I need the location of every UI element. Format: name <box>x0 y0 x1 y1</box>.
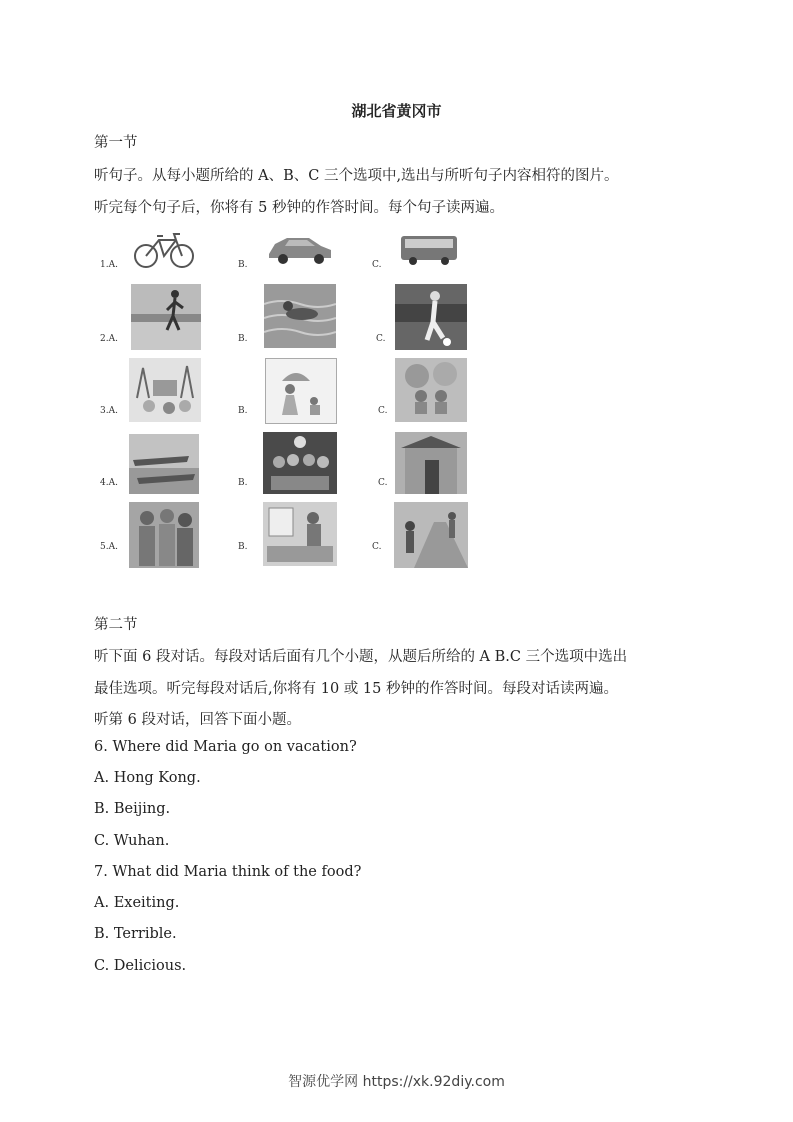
page-title: 湖北省黄冈市 <box>351 102 442 120</box>
picture-row-1 <box>97 224 497 272</box>
question-6: 6. Where did Maria go on vacation? <box>94 739 357 755</box>
soccer-picture <box>395 284 467 350</box>
option-label: 4.A. <box>100 478 118 488</box>
section2-instruction-3: 听第 6 段对话，回答下面小题。 <box>94 712 301 728</box>
option-label: 1.A. <box>100 260 118 270</box>
picture-row-2 <box>97 282 497 350</box>
picture-grid <box>97 224 497 574</box>
section1-instruction-1: 听句子。从每小题所给的 A、B、C 三个选项中,选出与所听句子内容相符的图片。 <box>94 168 619 184</box>
question-7-option-c: C. Delicious. <box>94 958 187 974</box>
section1-instruction-2: 听完每个句子后，你将有 5 秒钟的作答时间。每个句子读两遍。 <box>94 200 504 216</box>
question-7-option-a: A. Exeiting. <box>94 895 180 911</box>
question-7-option-b: B. Terrible. <box>94 926 177 942</box>
question-6-option-c: C. Wuhan. <box>94 833 170 849</box>
question-7: 7. What did Maria think of the food? <box>94 864 362 880</box>
section2-heading: 第二节 <box>94 617 138 633</box>
option-label: C. <box>378 478 388 488</box>
snow-picture <box>129 358 201 422</box>
question-6-option-a: A. Hong Kong. <box>94 770 201 786</box>
picture-row-4 <box>97 432 497 496</box>
house-door-picture <box>395 432 467 494</box>
option-label: C. <box>378 406 388 416</box>
swimming-picture <box>264 284 336 348</box>
option-label: C. <box>372 260 382 270</box>
option-label: 2.A. <box>100 334 118 344</box>
room-cleaning-picture <box>263 502 337 566</box>
section2-instruction-2: 最佳选项。听完每段对话后,你将有 10 或 15 秒钟的作答时间。每段对话读两遍。 <box>94 681 618 697</box>
picture-row-3 <box>97 356 497 424</box>
street-picture <box>394 502 468 568</box>
bus-picture <box>397 230 459 268</box>
question-6-option-b: B. Beijing. <box>94 801 171 817</box>
bicycle-picture <box>131 226 197 270</box>
running-picture <box>131 284 201 350</box>
option-label: B. <box>238 542 248 552</box>
option-label: B. <box>238 406 248 416</box>
option-label: C. <box>376 334 386 344</box>
autumn-picture <box>395 358 467 422</box>
option-label: 5.A. <box>100 542 118 552</box>
option-label: C. <box>372 542 382 552</box>
section2-instruction-1: 听下面 6 段对话。每段对话后面有几个小题，从题后所给的 A B.C 三个选项中选出 <box>94 649 628 665</box>
option-label: B. <box>238 478 248 488</box>
option-label: B. <box>238 260 248 270</box>
car-picture <box>265 228 335 266</box>
family-dinner-picture <box>263 432 337 494</box>
option-label: B. <box>238 334 248 344</box>
picture-row-5 <box>97 498 497 570</box>
section1-heading: 第一节 <box>94 135 138 151</box>
group-people-picture <box>129 502 199 568</box>
option-label: 3.A. <box>100 406 118 416</box>
dragon-boat-picture <box>129 434 199 494</box>
rain-picture <box>265 358 337 424</box>
footer-watermark: 智源优学网 https://xk.92diy.com <box>288 1074 505 1090</box>
